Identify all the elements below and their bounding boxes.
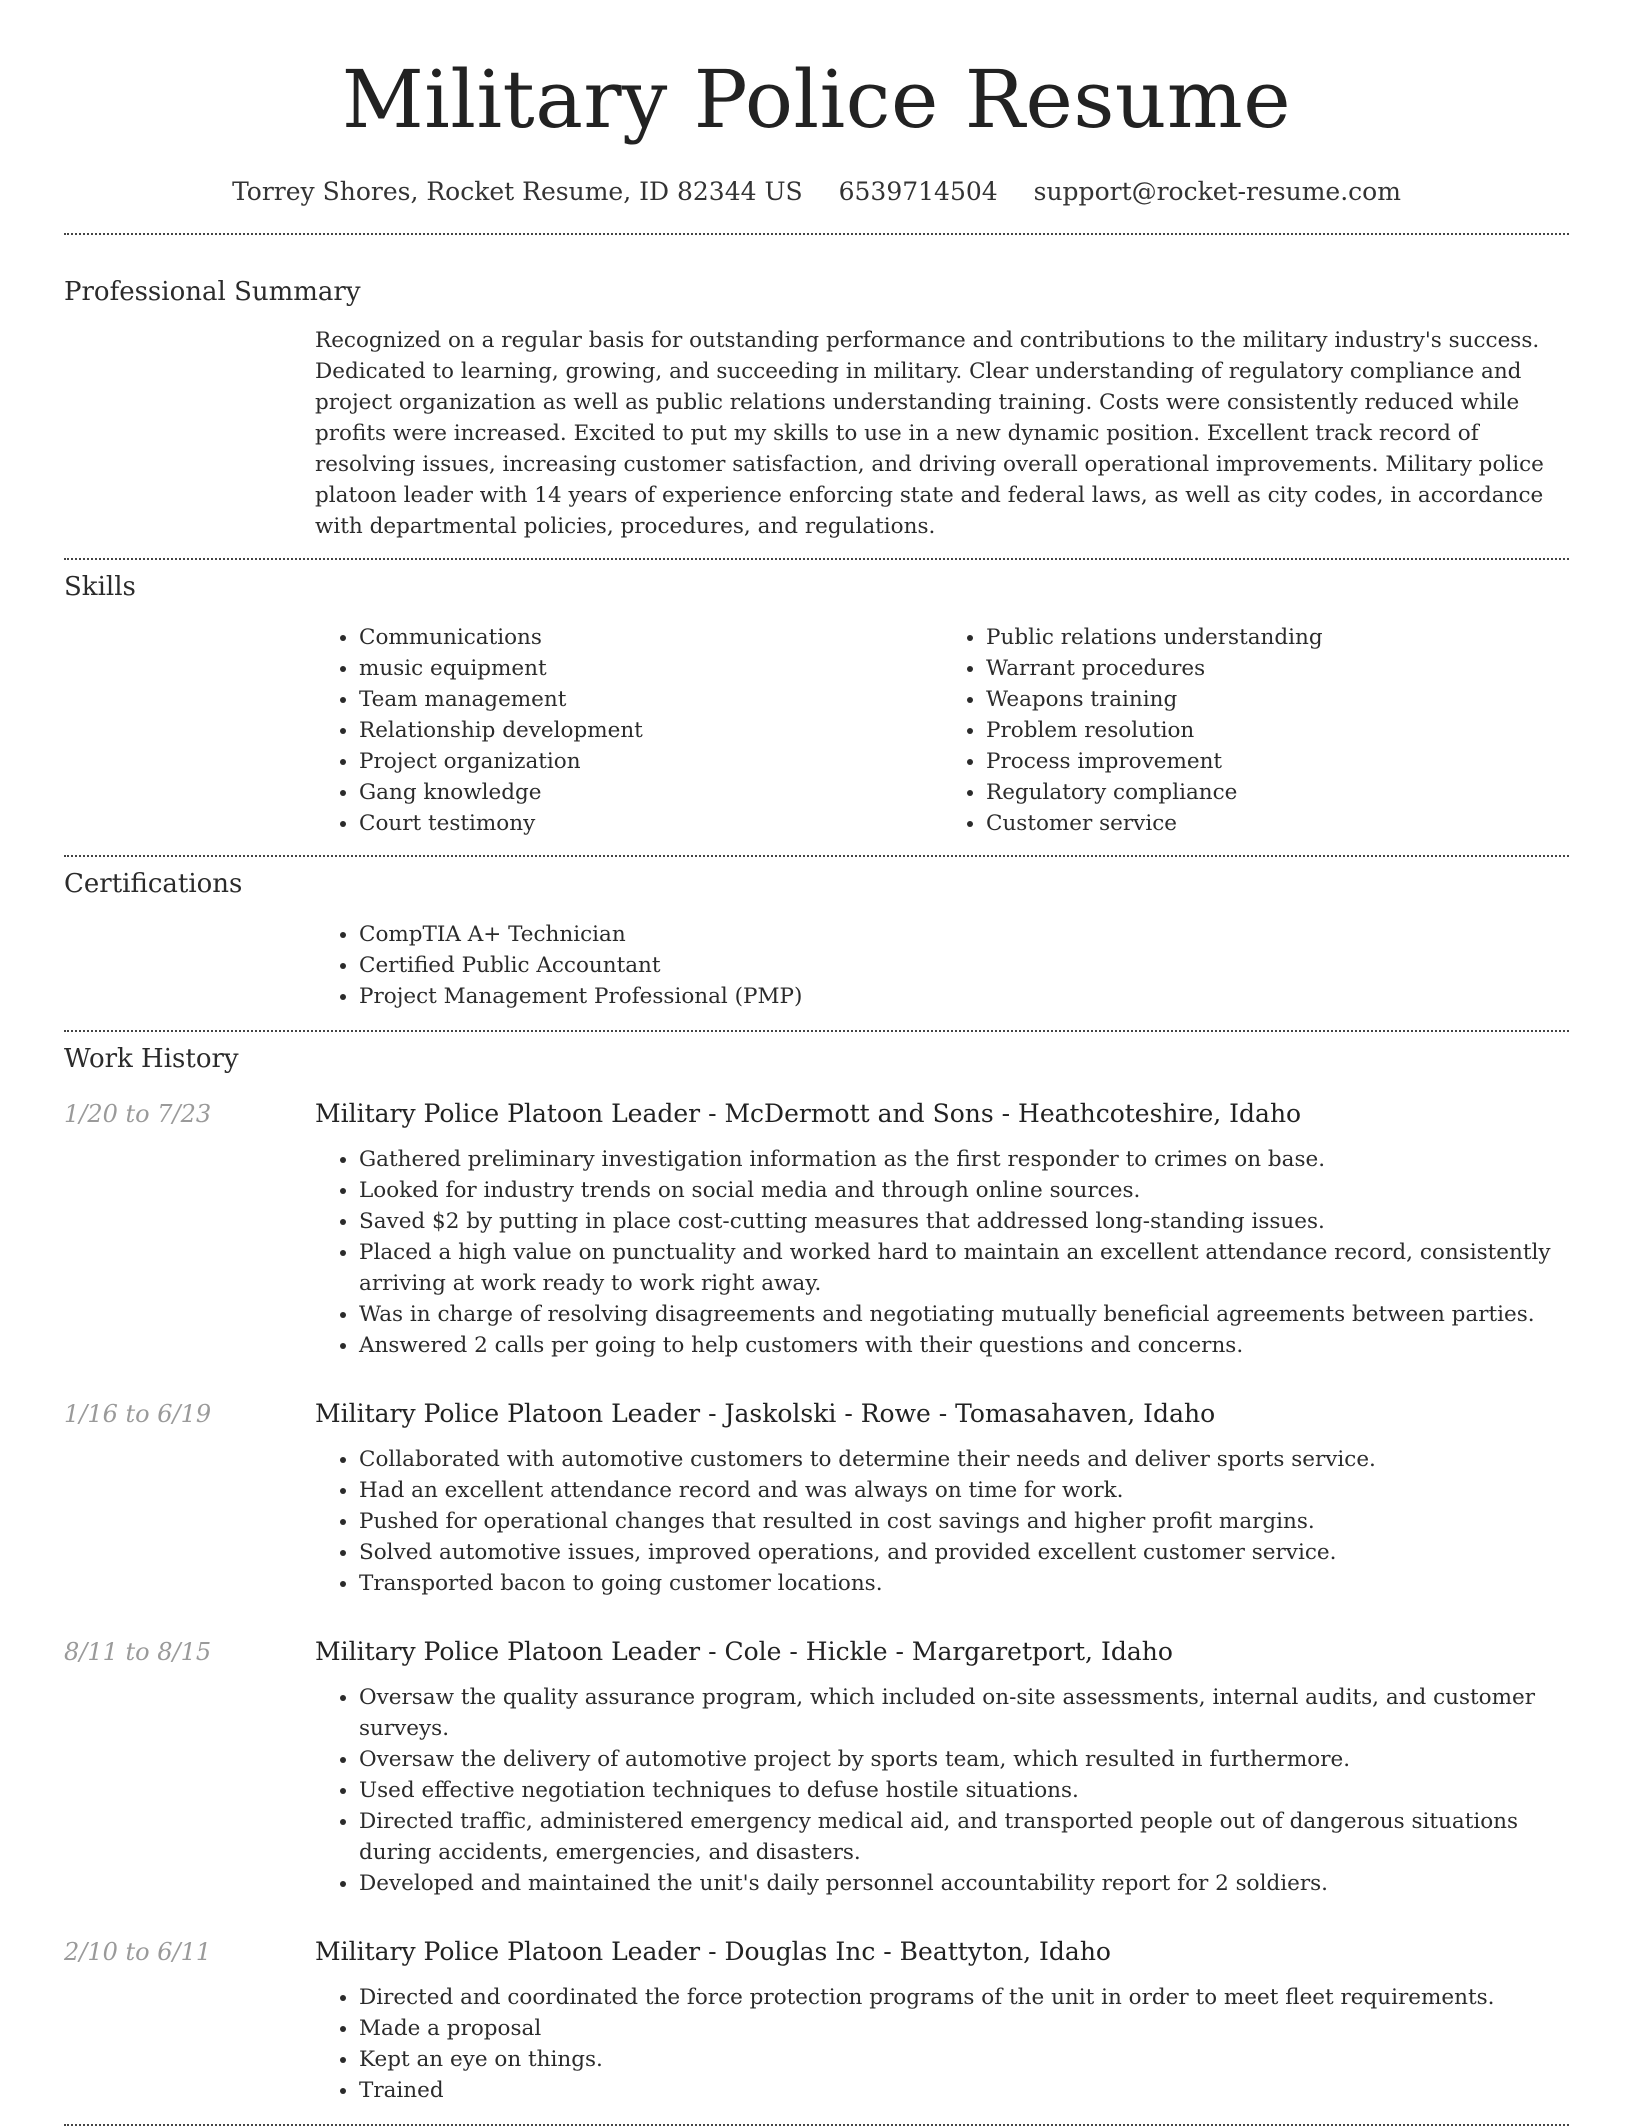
certifications-content [315,919,1569,1012]
job-bullet: • Kept an eye on things. [359,2044,1569,2075]
job-entry [64,1398,1569,1599]
job-bullet: • Pushed for operational changes that resulted in cost savings and higher profit margins. [359,1506,1569,1537]
certification-item: • Project Management Professional (PMP) [359,981,1569,1012]
skill-item: • Customer service [986,808,1569,839]
job-bullet: • Directed and coordinated the force protection programs of the unit in order to meet fleet requirements. [359,1982,1569,2013]
job-entry [64,1936,1569,2106]
summary-section [64,275,1569,542]
job-bullet: • Directed traffic, administered emergency medical aid, and transported people out of dangerous situations during accidents, emergencies, and disasters. [359,1806,1569,1868]
skill-item: • Problem resolution [986,715,1569,746]
job-bullet: • Had an excellent attendance record and was always on time for work. [359,1475,1569,1506]
skill-item: • Process improvement [986,746,1569,777]
summary-content [315,325,1569,542]
skills-section [64,570,1569,839]
job-bullets [315,1982,1569,2106]
job-dates: 1/20 to 7/23 [64,1100,212,1128]
divider [64,558,1569,560]
job-details [315,1098,1569,1361]
job-dates: 1/16 to 6/19 [64,1400,212,1428]
summary-heading: Professional Summary [64,277,361,307]
contact-phone: 6539714504 [838,177,998,206]
skill-item: • Project organization [359,746,942,777]
skill-item: • Public relations understanding [986,622,1569,653]
job-bullet: • Gathered preliminary investigation information as the first responder to crimes on base. [359,1144,1569,1175]
job-bullet: • Trained [359,2075,1569,2106]
certification-item: • CompTIA A+ Technician [359,919,1569,950]
work-history-heading: Work History [64,1044,239,1074]
job-bullet: • Looked for industry trends on social media and through online sources. [359,1175,1569,1206]
job-bullet: • Was in charge of resolving disagreements and negotiating mutually beneficial agreements between parties. [359,1299,1569,1330]
work-history-section [64,1042,1569,2106]
divider [64,855,1569,857]
skills-heading: Skills [64,572,136,602]
skill-item: • music equipment [359,653,942,684]
contact-line [64,176,1569,208]
job-entry [64,1636,1569,1899]
job-bullets [315,1144,1569,1361]
job-title: Military Police Platoon Leader - Douglas Inc - Beattyton, Idaho [315,1937,1111,1966]
skill-item: • Communications [359,622,942,653]
summary-text: Recognized on a regular basis for outstanding performance and contributions to the military industry's success. Dedicated to learning, growing, and succeeding in military. Clear understanding of regulatory compliance and project organization as well as public relations understanding training. Costs were consistently reduced while profits were increased. Excited to put my skills to use in a new dynamic position. Excellent track record of resolving issues, increasing customer satisfaction, and driving overall operational improvements. Military police platoon leader with 14 years of experience enforcing state and federal laws, as well as city codes, in accordance with departmental policies, procedures, and regulations. [315,328,1544,539]
job-dates: 8/11 to 8/15 [64,1638,212,1666]
skill-item: • Relationship development [359,715,942,746]
job-details [315,1936,1569,2106]
job-bullets [315,1682,1569,1899]
job-bullet: • Solved automotive issues, improved operations, and provided excellent customer service. [359,1537,1569,1568]
job-details [315,1398,1569,1599]
contact-address: Torrey Shores, Rocket Resume, ID 82344 US [232,177,803,206]
divider [64,233,1569,235]
job-bullet: • Developed and maintained the unit's daily personnel accountability report for 2 soldiers. [359,1868,1569,1899]
job-dates: 2/10 to 6/11 [64,1938,212,1966]
skill-item: • Warrant procedures [986,653,1569,684]
job-title: Military Police Platoon Leader - McDermott and Sons - Heathcoteshire, Idaho [315,1099,1302,1128]
job-details [315,1636,1569,1899]
certification-item: • Certified Public Accountant [359,950,1569,981]
job-bullet: • Oversaw the quality assurance program, which included on-site assessments, internal audits, and customer surveys. [359,1682,1569,1744]
skills-list-right [942,622,1569,839]
job-bullet: • Placed a high value on punctuality and worked hard to maintain an excellent attendance record, consistently arriving at work ready to work right away. [359,1237,1569,1299]
certifications-section [64,867,1569,1012]
resume-title: Military Police Resume [341,53,1292,146]
job-title: Military Police Platoon Leader - Cole - Hickle - Margaretport, Idaho [315,1637,1173,1666]
certifications-list [315,919,1569,1012]
job-bullets [315,1444,1569,1599]
job-bullet: • Transported bacon to going customer locations. [359,1568,1569,1599]
job-bullet: • Collaborated with automotive customers to determine their needs and deliver sports service. [359,1444,1569,1475]
skill-item: • Team management [359,684,942,715]
certifications-heading: Certifications [64,869,243,899]
job-entry [64,1098,1569,1361]
contact-email: support@rocket-resume.com [1033,177,1401,206]
skill-item: • Regulatory compliance [986,777,1569,808]
job-title: Military Police Platoon Leader - Jaskolski - Rowe - Tomasahaven, Idaho [315,1399,1216,1428]
job-bullet: • Answered 2 calls per going to help customers with their questions and concerns. [359,1330,1569,1361]
job-bullet: • Made a proposal [359,2013,1569,2044]
resume-page [64,0,1569,2126]
skill-item: • Gang knowledge [359,777,942,808]
job-bullet: • Oversaw the delivery of automotive project by sports team, which resulted in furthermore. [359,1744,1569,1775]
skill-item: • Court testimony [359,808,942,839]
job-bullet: • Saved $2 by putting in place cost-cutting measures that addressed long-standing issues. [359,1206,1569,1237]
divider [64,1030,1569,1032]
skills-columns [315,622,1569,839]
skill-item: • Weapons training [986,684,1569,715]
job-bullet: • Used effective negotiation techniques to defuse hostile situations. [359,1775,1569,1806]
skills-list-left [315,622,942,839]
